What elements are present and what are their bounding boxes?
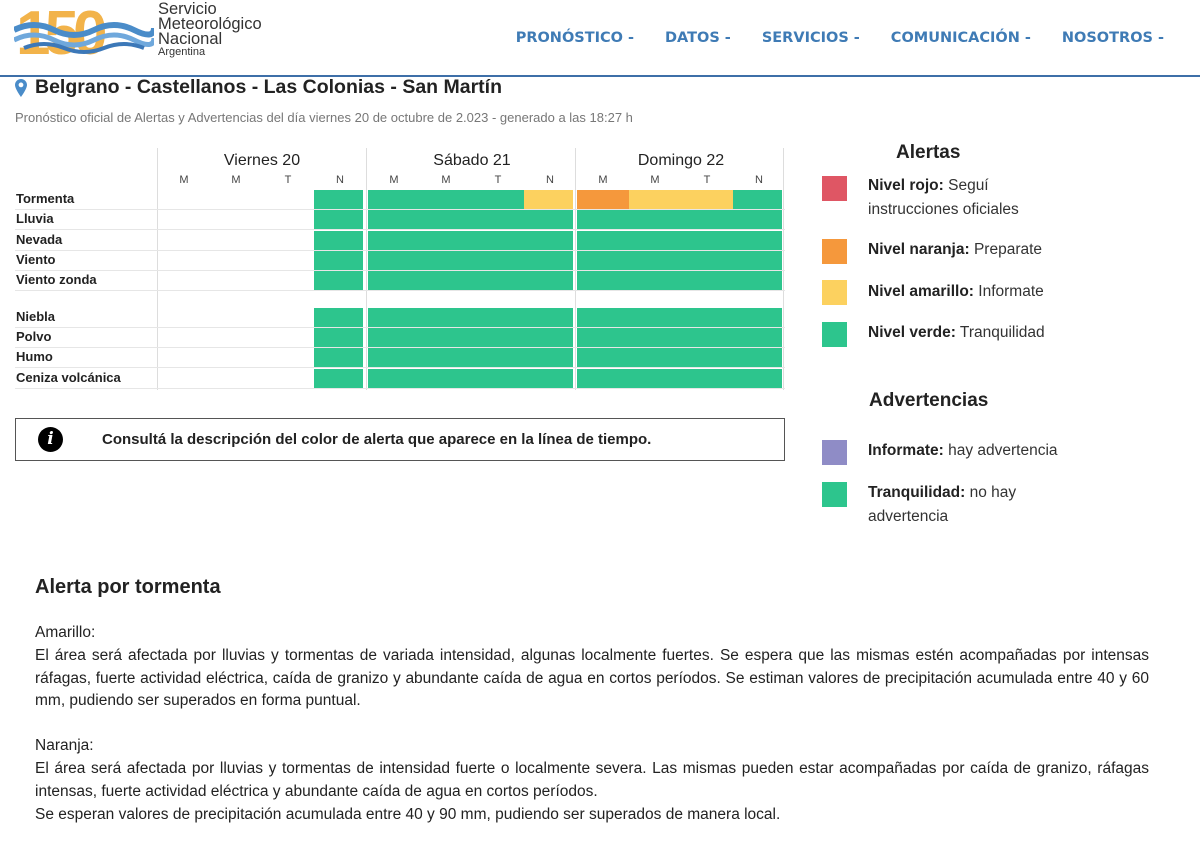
alert-level-cell[interactable] xyxy=(472,308,525,327)
alert-level-cell[interactable] xyxy=(420,328,473,347)
alert-level-cell[interactable] xyxy=(314,271,363,290)
alert-level-cell[interactable] xyxy=(524,308,573,327)
nav-pronostico[interactable] xyxy=(516,30,634,46)
alertas-title: Alertas xyxy=(896,142,961,163)
alert-level-cell[interactable] xyxy=(472,210,525,229)
info-icon: i xyxy=(38,427,63,452)
alert-level-cell[interactable] xyxy=(472,271,525,290)
alert-level-cell[interactable] xyxy=(733,348,782,367)
yellow-level-swatch xyxy=(822,280,847,305)
page-title: Belgrano - Castellanos - Las Colonias - San Martín xyxy=(35,76,503,98)
period-label: M xyxy=(231,174,241,186)
period-label: M xyxy=(179,174,189,186)
legend-item-naranja xyxy=(868,238,1068,262)
period-label: T xyxy=(494,174,502,186)
alert-level-cell[interactable] xyxy=(629,231,682,250)
map-pin-icon xyxy=(15,79,27,97)
alert-level-cell[interactable] xyxy=(733,308,782,327)
alert-level-cell[interactable] xyxy=(524,348,573,367)
alert-level-cell[interactable] xyxy=(733,271,782,290)
nav-label: NOSOTROS xyxy=(1061,30,1153,46)
alert-level-cell[interactable] xyxy=(577,308,630,327)
alert-level-cell[interactable] xyxy=(524,231,573,250)
alert-level-cell[interactable] xyxy=(314,308,363,327)
alert-level-cell[interactable] xyxy=(420,348,473,367)
legend-label: Nivel verde: xyxy=(868,324,956,341)
alert-level-cell[interactable] xyxy=(681,348,734,367)
naranja-description: El área será afectada por lluvias y tormentas de intensidad fuerte o localmente severa. Las mismas pueden estar acompañadas por caída de granizo, ráfagas intensas, fuerte actividad eléctrica y abundante caída de agua en cortos períodos. xyxy=(35,760,1149,800)
period-label: N xyxy=(336,174,344,186)
alert-level-cell[interactable] xyxy=(629,328,682,347)
alert-level-cell[interactable] xyxy=(368,271,421,290)
alert-level-cell[interactable] xyxy=(733,210,782,229)
alert-level-cell[interactable] xyxy=(577,190,630,209)
alert-level-cell[interactable] xyxy=(681,231,734,250)
legend-desc: Seguí instrucciones oficiales xyxy=(868,177,1019,218)
alert-level-cell[interactable] xyxy=(681,308,734,327)
alert-level-cell[interactable] xyxy=(524,369,573,388)
amarillo-heading: Amarillo: xyxy=(35,624,96,641)
alert-level-cell[interactable] xyxy=(629,348,682,367)
grid-day-separator xyxy=(575,148,576,390)
logo-graphic xyxy=(14,2,154,62)
info-box-text: Consultá la descripción del color de alerta que aparece en la línea de tiempo. xyxy=(102,431,652,448)
alert-level-cell[interactable] xyxy=(368,328,421,347)
brand-line1: Servicio xyxy=(158,0,217,18)
alert-level-cell[interactable] xyxy=(420,231,473,250)
alert-level-cell[interactable] xyxy=(368,251,421,270)
legend-desc: no hay advertencia xyxy=(868,484,1017,525)
alert-level-cell[interactable] xyxy=(420,251,473,270)
alert-level-cell[interactable] xyxy=(577,369,630,388)
alert-level-cell[interactable] xyxy=(472,369,525,388)
brand-line4: Argentina xyxy=(158,46,206,58)
alert-level-cell[interactable] xyxy=(472,348,525,367)
alert-level-cell[interactable] xyxy=(577,348,630,367)
nav-label: DATOS xyxy=(665,30,720,46)
caret-down-icon: - xyxy=(853,30,860,46)
alert-level-cell[interactable] xyxy=(368,348,421,367)
alert-level-cell[interactable] xyxy=(472,251,525,270)
alert-level-cell[interactable] xyxy=(629,369,682,388)
alert-level-cell[interactable] xyxy=(420,369,473,388)
legend-item-informate xyxy=(868,439,1068,463)
amarillo-description: El área será afectada por lluvias y tormentas de variada intensidad, algunas localmente fuertes. Se espera que las mismas estén acompañadas por intensas ráfagas, fuerte actividad eléctrica, caída de granizo y abundante caída de agua en cortos períodos. Se estiman valores de precipitación acumulada entre 40 y 60 mm, pudiendo ser superados en forma puntual. xyxy=(35,647,1149,709)
nav-servicios[interactable] xyxy=(762,30,860,46)
alert-level-cell[interactable] xyxy=(681,210,734,229)
alert-level-cell[interactable] xyxy=(681,190,734,209)
nav-label: COMUNICACIÓN xyxy=(890,30,1020,46)
hazard-label: Lluvia xyxy=(16,211,54,226)
row-divider xyxy=(15,290,785,291)
alert-level-cell[interactable] xyxy=(368,231,421,250)
alert-level-cell[interactable] xyxy=(629,271,682,290)
legend-label: Nivel rojo: xyxy=(868,177,944,194)
alert-level-cell[interactable] xyxy=(524,271,573,290)
alert-level-cell[interactable] xyxy=(368,369,421,388)
period-label: M xyxy=(389,174,399,186)
alert-level-cell[interactable] xyxy=(524,190,573,209)
row-divider xyxy=(15,229,785,230)
hazard-label: Nevada xyxy=(16,232,63,247)
alert-level-cell[interactable] xyxy=(314,190,363,209)
period-label: M xyxy=(650,174,660,186)
alert-level-cell[interactable] xyxy=(524,210,573,229)
hazard-label: Ceniza volcánica xyxy=(16,370,121,385)
period-label: N xyxy=(546,174,554,186)
location-header xyxy=(15,76,502,99)
alert-level-cell[interactable] xyxy=(733,251,782,270)
logo-number: 150 xyxy=(16,2,102,62)
hazard-label: Tormenta xyxy=(16,191,75,206)
alert-level-cell[interactable] xyxy=(681,369,734,388)
legend-desc: Preparate xyxy=(973,241,1043,258)
smn-150-logo[interactable] xyxy=(14,2,154,62)
brand-line3: Nacional xyxy=(158,30,223,48)
alert-level-cell[interactable] xyxy=(629,308,682,327)
hazard-label: Niebla xyxy=(16,309,56,324)
period-label: T xyxy=(284,174,292,186)
legend-item-verde xyxy=(868,321,1068,345)
alert-level-cell[interactable] xyxy=(368,190,421,209)
legend-label: Informate: xyxy=(868,442,944,459)
grid-day-separator xyxy=(783,148,784,390)
legend-label: Nivel naranja: xyxy=(868,241,970,258)
hazard-label: Humo xyxy=(16,349,53,364)
site-header xyxy=(0,0,1200,77)
alert-level-cell[interactable] xyxy=(577,231,630,250)
caret-down-icon: - xyxy=(627,30,634,46)
advertencias-title: Advertencias xyxy=(869,390,989,411)
legend-label: Nivel amarillo: xyxy=(868,283,974,300)
alert-level-cell[interactable] xyxy=(577,210,630,229)
alert-level-cell[interactable] xyxy=(472,190,525,209)
legend-desc: Tranquilidad xyxy=(959,324,1045,341)
alert-level-cell[interactable] xyxy=(420,210,473,229)
alert-level-cell[interactable] xyxy=(733,328,782,347)
alert-level-cell[interactable] xyxy=(314,231,363,250)
nav-datos[interactable] xyxy=(665,30,731,46)
alert-level-cell[interactable] xyxy=(524,251,573,270)
naranja-heading: Naranja: xyxy=(35,737,94,754)
alert-level-cell[interactable] xyxy=(577,271,630,290)
legend-item-rojo xyxy=(868,174,1068,222)
day-header: Viernes 20 xyxy=(223,152,301,169)
green-level-swatch xyxy=(822,322,847,347)
alert-level-cell[interactable] xyxy=(368,210,421,229)
nav-label: PRONÓSTICO xyxy=(515,30,623,46)
alert-level-cell[interactable] xyxy=(314,348,363,367)
alert-level-cell[interactable] xyxy=(420,190,473,209)
alert-description-title: Alerta por tormenta xyxy=(35,576,221,598)
nav-label: SERVICIOS xyxy=(761,30,849,46)
info-box xyxy=(15,418,785,461)
violet-warning-swatch xyxy=(822,440,847,465)
day-header: Sábado 21 xyxy=(433,152,511,169)
nav-nosotros[interactable] xyxy=(1062,30,1164,46)
hazard-label: Viento zonda xyxy=(16,272,97,287)
hazard-label: Viento xyxy=(16,252,56,267)
naranja-description-2: Se esperan valores de precipitación acumulada entre 40 y 90 mm, pudiendo ser superados de manera local. xyxy=(35,806,781,823)
row-divider xyxy=(15,367,785,368)
main-nav xyxy=(516,30,1164,46)
alert-level-cell[interactable] xyxy=(629,210,682,229)
orange-level-swatch xyxy=(822,239,847,264)
alert-level-cell[interactable] xyxy=(368,308,421,327)
alert-level-cell[interactable] xyxy=(681,271,734,290)
alert-level-cell[interactable] xyxy=(472,231,525,250)
row-divider xyxy=(15,388,785,389)
nav-comunicacion[interactable] xyxy=(891,30,1031,46)
alert-level-cell[interactable] xyxy=(733,190,782,209)
hazard-label: Polvo xyxy=(16,329,52,344)
forecast-subtitle: Pronóstico oficial de Alertas y Advertencias del día viernes 20 de octubre de 2.023 - generado a las 18:27 h xyxy=(15,110,633,125)
grid-day-separator xyxy=(366,148,367,390)
brand-name[interactable] xyxy=(158,2,262,58)
brand-line2: Meteorológico xyxy=(158,15,262,33)
legend-desc: Informate xyxy=(978,283,1044,300)
alert-level-cell[interactable] xyxy=(314,210,363,229)
green-warning-swatch xyxy=(822,482,847,507)
period-label: M xyxy=(441,174,451,186)
legend-desc: hay advertencia xyxy=(948,442,1058,459)
period-label: M xyxy=(598,174,608,186)
legend-item-tranquilidad xyxy=(868,481,1068,529)
legend-label: Tranquilidad: xyxy=(868,484,966,501)
alert-level-cell[interactable] xyxy=(681,328,734,347)
alert-level-cell[interactable] xyxy=(733,231,782,250)
alert-level-cell[interactable] xyxy=(314,251,363,270)
alert-timeline-grid xyxy=(15,148,785,393)
alert-level-cell[interactable] xyxy=(577,328,630,347)
alert-level-cell[interactable] xyxy=(577,251,630,270)
alert-level-cell[interactable] xyxy=(629,251,682,270)
alert-level-cell[interactable] xyxy=(629,190,682,209)
caret-down-icon: - xyxy=(1157,30,1164,46)
alert-level-cell[interactable] xyxy=(420,308,473,327)
alert-level-cell[interactable] xyxy=(524,328,573,347)
red-level-swatch xyxy=(822,176,847,201)
caret-down-icon: - xyxy=(1024,30,1031,46)
period-label: N xyxy=(755,174,763,186)
alert-level-cell[interactable] xyxy=(420,271,473,290)
alert-level-cell[interactable] xyxy=(681,251,734,270)
period-label: T xyxy=(703,174,711,186)
alert-level-cell[interactable] xyxy=(314,369,363,388)
grid-day-separator xyxy=(157,148,158,390)
alert-level-cell[interactable] xyxy=(472,328,525,347)
alert-level-cell[interactable] xyxy=(314,328,363,347)
legend-item-amarillo xyxy=(868,280,1068,304)
caret-down-icon: - xyxy=(724,30,731,46)
day-header: Domingo 22 xyxy=(637,152,725,169)
alert-level-cell[interactable] xyxy=(733,369,782,388)
